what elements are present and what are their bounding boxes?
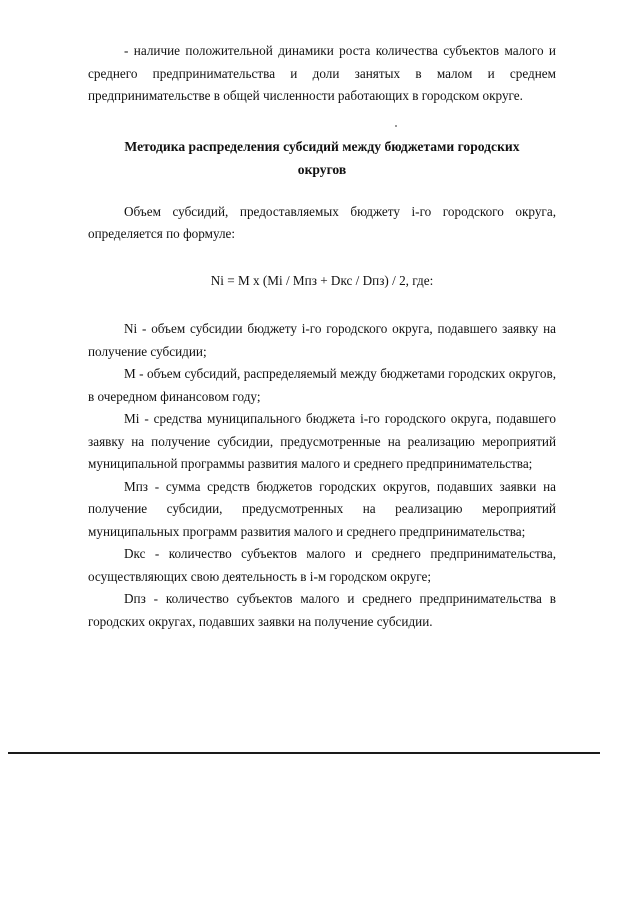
- definition-mi: Mi - средства муниципального бюджета i-го городского округа, подавшего заявку на получение субсидии, предусмотренные на реализацию мероприятий муниципальной программы развития малого и среднего предпринимательства;: [88, 411, 556, 471]
- definition-ni: Ni - объем субсидии бюджету i-го городского округа, подавшего заявку на получение субсидии;: [88, 321, 556, 359]
- lead-paragraph: Объем субсидий, предоставляемых бюджету i-го городского округа, определяется по формуле:: [88, 203, 556, 241]
- document-body: [88, 40, 556, 633]
- formula: Ni = M x (Mi / Мпз + Dкс / Dпз) / 2, где:: [210, 272, 434, 288]
- definition-dks: Dкс - количество субъектов малого и среднего предпринимательства, осуществляющих свою деятельность в i-м городском округе;: [88, 546, 556, 584]
- definition-mpz: Мпз - сумма средств бюджетов городских округов, подавших заявки на получение субсидии, предусмотренных на реализацию мероприятий муниципальных программ развития малого и среднего предпринимательства;: [88, 478, 556, 539]
- intro-paragraph: - наличие положительной динамики роста количества субъектов малого и среднего предпринимательства и доли занятых в малом и среднем предпринимательстве в общей численности работающих в городском округе.: [88, 43, 556, 103]
- definition-m: M - объем субсидий, распределяемый между бюджетами городских округов, в очередном финансовом году;: [88, 366, 556, 404]
- section-heading: Методика распределения субсидий между бюджетами городских округов: [124, 138, 520, 177]
- definition-dpz: Dпз - количество субъектов малого и среднего предпринимательства в городских округах, подавших заявки на получение субсидии.: [88, 591, 556, 629]
- horizontal-rule: [8, 752, 600, 754]
